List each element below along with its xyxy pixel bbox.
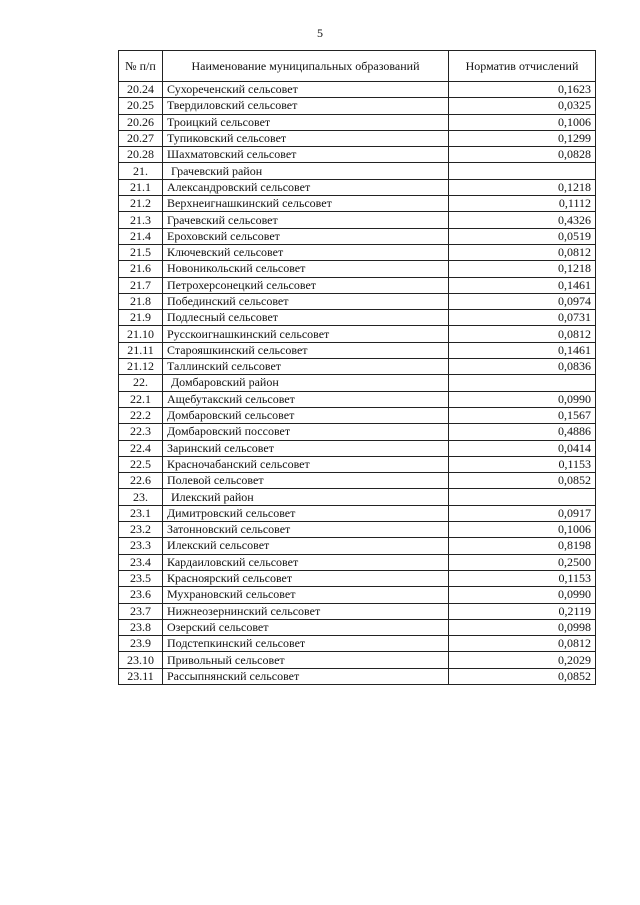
row-value: 0,0974	[449, 293, 596, 309]
row-num: 23.4	[119, 554, 163, 570]
row-value: 0,1461	[449, 277, 596, 293]
row-value: 0,0731	[449, 310, 596, 326]
table-row	[119, 619, 596, 635]
header-name: Наименование муниципальных образований	[163, 51, 449, 82]
table-row	[119, 456, 596, 472]
table-row	[119, 391, 596, 407]
row-num: 23.10	[119, 652, 163, 668]
row-name: Домбаровский сельсовет	[163, 407, 449, 423]
row-name: Димитровский сельсовет	[163, 505, 449, 521]
table-header-row	[119, 51, 596, 82]
row-num: 21.9	[119, 310, 163, 326]
row-num: 23.	[119, 489, 163, 505]
row-value: 0,0812	[449, 244, 596, 260]
table-row	[119, 277, 596, 293]
row-value: 0,1461	[449, 342, 596, 358]
row-value: 0,1112	[449, 196, 596, 212]
row-num: 21.4	[119, 228, 163, 244]
table-row	[119, 603, 596, 619]
row-num: 21.	[119, 163, 163, 179]
row-num: 23.8	[119, 619, 163, 635]
table-row	[119, 196, 596, 212]
row-num: 23.5	[119, 570, 163, 586]
table-row	[119, 522, 596, 538]
table-row	[119, 505, 596, 521]
row-num: 23.2	[119, 522, 163, 538]
table-row	[119, 473, 596, 489]
row-num: 20.25	[119, 98, 163, 114]
row-name: Ащебутакский сельсовет	[163, 391, 449, 407]
row-value: 0,0828	[449, 147, 596, 163]
header-num: № п/п	[119, 51, 163, 82]
row-value: 0,4326	[449, 212, 596, 228]
table-row	[119, 570, 596, 586]
row-value: 0,0519	[449, 228, 596, 244]
table-row	[119, 342, 596, 358]
row-value: 0,1623	[449, 82, 596, 98]
table-row	[119, 636, 596, 652]
row-value: 0,0990	[449, 391, 596, 407]
table-row	[119, 554, 596, 570]
table-row	[119, 261, 596, 277]
row-num: 21.8	[119, 293, 163, 309]
row-value: 0,8198	[449, 538, 596, 554]
district-row	[119, 489, 596, 505]
row-name: Рассыпнянский сельсовет	[163, 668, 449, 684]
district-row	[119, 163, 596, 179]
row-name: Полевой сельсовет	[163, 473, 449, 489]
table-row	[119, 244, 596, 260]
row-num: 21.12	[119, 359, 163, 375]
row-num: 21.2	[119, 196, 163, 212]
row-num: 22.	[119, 375, 163, 391]
row-name: Подстепкинский сельсовет	[163, 636, 449, 652]
row-value: 0,0917	[449, 505, 596, 521]
row-name: Илекский сельсовет	[163, 538, 449, 554]
row-name: Новоникольский сельсовет	[163, 261, 449, 277]
table-row	[119, 310, 596, 326]
table-row	[119, 179, 596, 195]
table-row	[119, 114, 596, 130]
row-value: 0,1218	[449, 261, 596, 277]
row-name: Озерский сельсовет	[163, 619, 449, 635]
table-row	[119, 293, 596, 309]
table-row	[119, 668, 596, 684]
row-value: 0,1153	[449, 456, 596, 472]
table-row	[119, 326, 596, 342]
row-value: 0,0852	[449, 473, 596, 489]
row-value: 0,2029	[449, 652, 596, 668]
table-row	[119, 98, 596, 114]
row-value: 0,0414	[449, 440, 596, 456]
row-num: 22.3	[119, 424, 163, 440]
row-value: 0,2500	[449, 554, 596, 570]
row-num: 21.3	[119, 212, 163, 228]
row-num: 21.5	[119, 244, 163, 260]
row-name: Затонновский сельсовет	[163, 522, 449, 538]
norms-table	[118, 50, 596, 685]
table-row	[119, 652, 596, 668]
row-value: 0,0812	[449, 326, 596, 342]
row-num: 23.6	[119, 587, 163, 603]
row-name: Троицкий сельсовет	[163, 114, 449, 130]
row-value: 0,0852	[449, 668, 596, 684]
row-num: 23.3	[119, 538, 163, 554]
table-row	[119, 407, 596, 423]
row-value	[449, 489, 596, 505]
table-row	[119, 538, 596, 554]
row-name: Привольный сельсовет	[163, 652, 449, 668]
row-name: Александровский сельсовет	[163, 179, 449, 195]
row-name: Петрохерсонецкий сельсовет	[163, 277, 449, 293]
row-num: 23.1	[119, 505, 163, 521]
row-name: Илекский район	[163, 489, 449, 505]
row-name: Ключевский сельсовет	[163, 244, 449, 260]
row-num: 20.24	[119, 82, 163, 98]
row-num: 21.6	[119, 261, 163, 277]
row-num: 23.7	[119, 603, 163, 619]
row-name: Грачевский район	[163, 163, 449, 179]
table-row	[119, 130, 596, 146]
row-num: 21.1	[119, 179, 163, 195]
row-num: 21.11	[119, 342, 163, 358]
header-value: Норматив отчислений	[449, 51, 596, 82]
row-num: 22.6	[119, 473, 163, 489]
row-num: 23.11	[119, 668, 163, 684]
row-name: Подлесный сельсовет	[163, 310, 449, 326]
table-row	[119, 212, 596, 228]
row-value: 0,0836	[449, 359, 596, 375]
row-value: 0,0812	[449, 636, 596, 652]
district-row	[119, 375, 596, 391]
page-number: 5	[317, 26, 323, 40]
row-value: 0,1218	[449, 179, 596, 195]
row-num: 23.9	[119, 636, 163, 652]
row-value: 0,1006	[449, 114, 596, 130]
row-value: 0,4886	[449, 424, 596, 440]
row-name: Грачевский сельсовет	[163, 212, 449, 228]
row-value: 0,1299	[449, 130, 596, 146]
row-value: 0,1567	[449, 407, 596, 423]
row-num: 22.5	[119, 456, 163, 472]
table-row	[119, 440, 596, 456]
row-name: Побединский сельсовет	[163, 293, 449, 309]
row-name: Старояшкинский сельсовет	[163, 342, 449, 358]
row-value: 0,0998	[449, 619, 596, 635]
table-row	[119, 359, 596, 375]
row-name: Красночабанский сельсовет	[163, 456, 449, 472]
row-num: 21.10	[119, 326, 163, 342]
table-row	[119, 147, 596, 163]
table-row	[119, 587, 596, 603]
row-num: 20.27	[119, 130, 163, 146]
row-value: 0,1006	[449, 522, 596, 538]
row-name: Ероховский сельсовет	[163, 228, 449, 244]
row-value: 0,0990	[449, 587, 596, 603]
row-name: Таллинский сельсовет	[163, 359, 449, 375]
row-value	[449, 375, 596, 391]
row-value	[449, 163, 596, 179]
row-name: Заринский сельсовет	[163, 440, 449, 456]
row-name: Твердиловский сельсовет	[163, 98, 449, 114]
row-name: Нижнеозернинский сельсовет	[163, 603, 449, 619]
row-value: 0,2119	[449, 603, 596, 619]
row-name: Верхнеигнашкинский сельсовет	[163, 196, 449, 212]
row-value: 0,0325	[449, 98, 596, 114]
table-row	[119, 82, 596, 98]
row-name: Шахматовский сельсовет	[163, 147, 449, 163]
row-num: 22.2	[119, 407, 163, 423]
row-value: 0,1153	[449, 570, 596, 586]
row-name: Домбаровский поссовет	[163, 424, 449, 440]
table-row	[119, 228, 596, 244]
row-name: Тупиковский сельсовет	[163, 130, 449, 146]
row-num: 20.28	[119, 147, 163, 163]
row-num: 22.4	[119, 440, 163, 456]
row-name: Красноярский сельсовет	[163, 570, 449, 586]
table-row	[119, 424, 596, 440]
row-name: Русскоигнашкинский сельсовет	[163, 326, 449, 342]
row-num: 20.26	[119, 114, 163, 130]
row-name: Домбаровский район	[163, 375, 449, 391]
row-name: Сухореченский сельсовет	[163, 82, 449, 98]
row-name: Мухрановский сельсовет	[163, 587, 449, 603]
row-name: Кардаиловский сельсовет	[163, 554, 449, 570]
row-num: 21.7	[119, 277, 163, 293]
row-num: 22.1	[119, 391, 163, 407]
